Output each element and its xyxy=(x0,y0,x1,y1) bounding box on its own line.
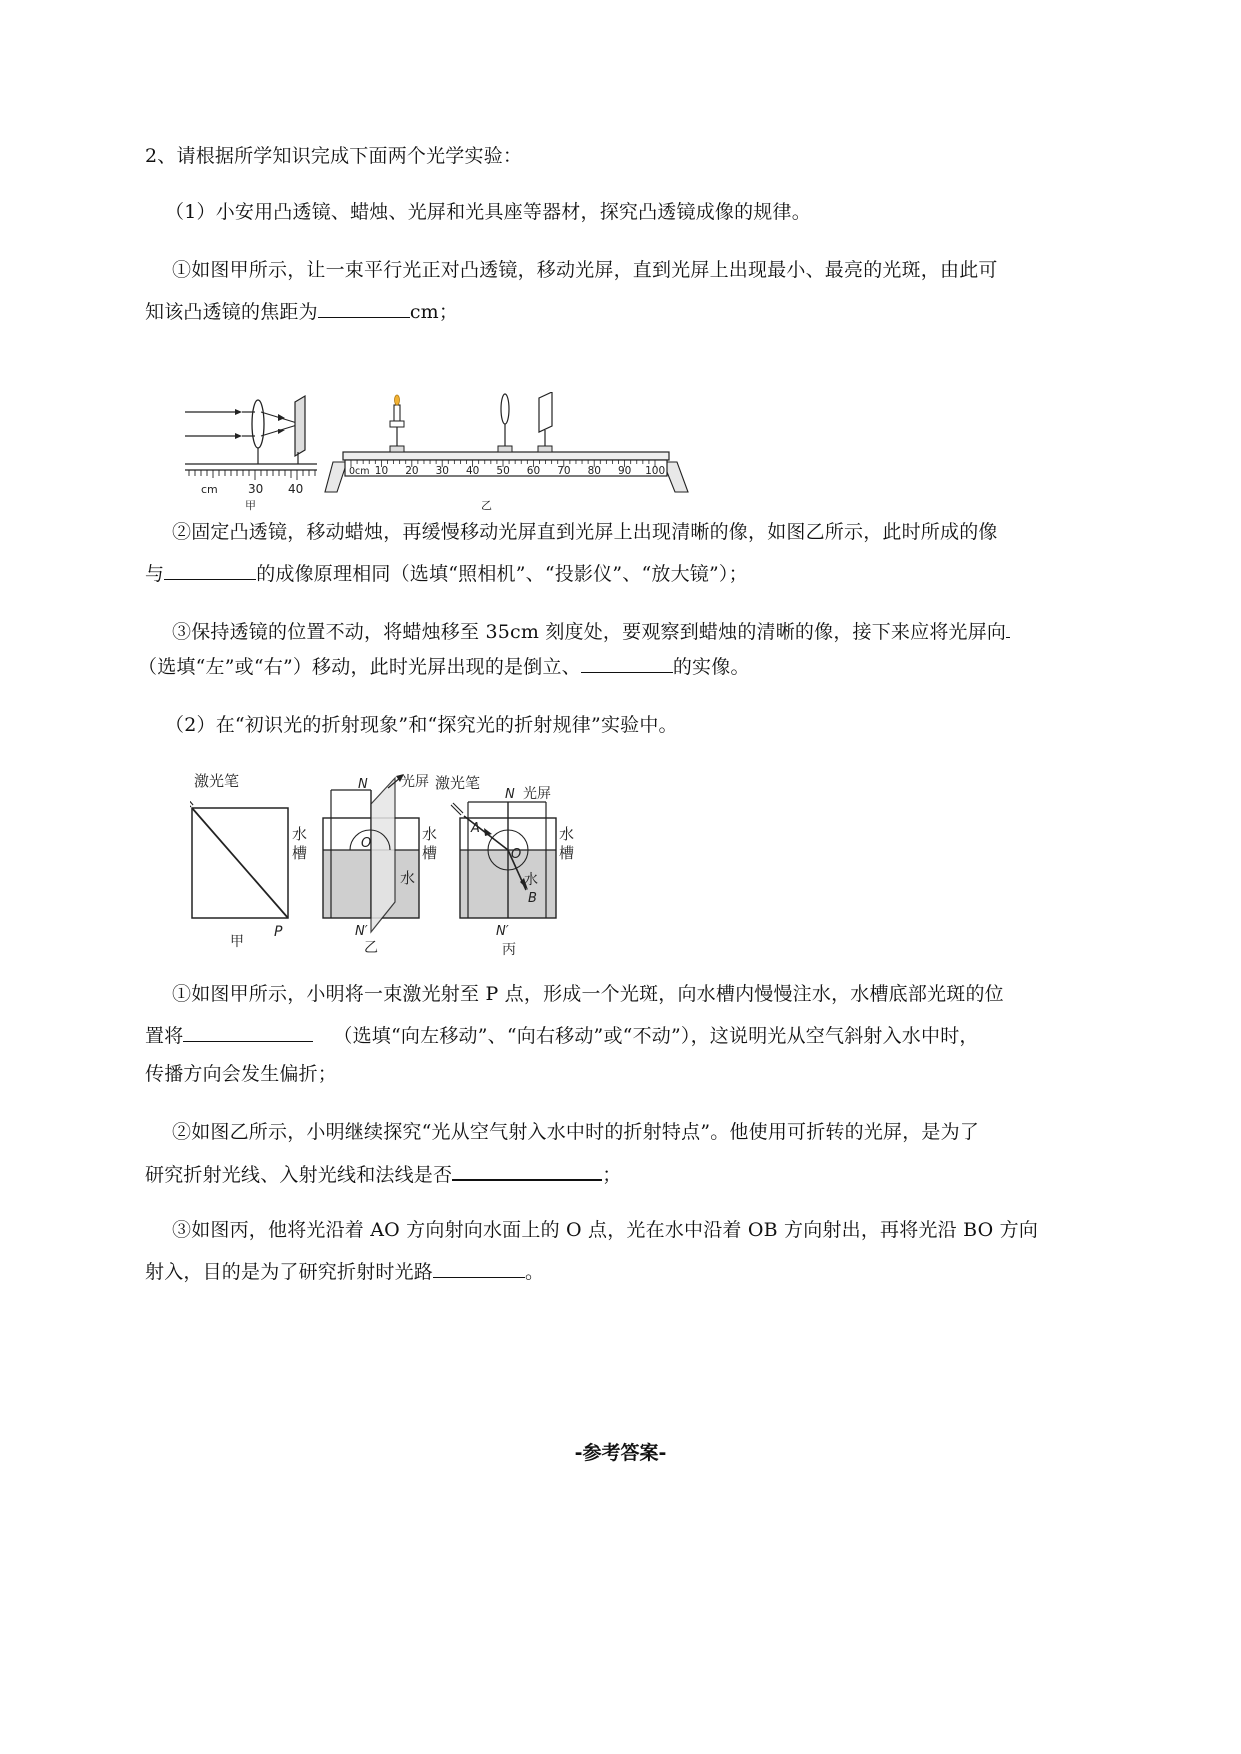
part1-q1-line2 xyxy=(145,297,458,325)
yi-ruler-label: 80 xyxy=(587,465,601,477)
jia-unit-label: cm xyxy=(201,483,218,496)
answer-blank-focal-length[interactable] xyxy=(318,297,410,318)
part1-q1-text-pre: 知该凸透镜的焦距为 xyxy=(145,301,318,323)
figure-yi-optical-bench xyxy=(325,392,688,512)
normal-n-prime-label-bing: N′ xyxy=(496,924,509,939)
part2-q2-text-pre: 研究折射光线、入射光线和法线是否 xyxy=(145,1164,453,1186)
part1-q1-text-post: cm； xyxy=(409,301,459,323)
tank-label-bing-1: 水 xyxy=(559,825,575,843)
normal-n-label-bing: N xyxy=(505,787,515,802)
tank-label-yi-2: 槽 xyxy=(422,844,438,862)
part1-intro: （1）小安用凸透镜、蜡烛、光屏和光具座等器材，探究凸透镜成像的规律。 xyxy=(165,201,811,223)
part2-q2-text-post: ； xyxy=(602,1164,622,1186)
normal-n-label-yi: N xyxy=(358,777,368,792)
part2-q1-line2 xyxy=(145,1021,979,1049)
part2-intro: （2）在“初识光的折射现象”和“探究光的折射规律”实验中。 xyxy=(165,714,678,736)
laser-pen-label-bing: 激光笔 xyxy=(435,774,481,792)
yi-ruler-label: 0cm xyxy=(349,466,370,477)
part2-q1-line3: 传播方向会发生偏折； xyxy=(145,1063,338,1085)
part1-q2-text-pre: 与 xyxy=(145,563,165,585)
part2-q1-text-pre: 置将 xyxy=(145,1025,184,1047)
part1-q3-text-pre: （选填“左”或“右”）移动，此时光屏出现的是倒立、 xyxy=(138,656,581,678)
question-heading: 2、请根据所学知识完成下面两个光学实验： xyxy=(145,145,523,167)
yi-ruler-label: 90 xyxy=(618,465,632,477)
yi-ruler-label: 30 xyxy=(435,465,449,477)
answer-blank-spot-movement[interactable] xyxy=(183,1021,313,1042)
caption-jia: 甲 xyxy=(230,934,244,950)
part2-q3-line2 xyxy=(145,1257,544,1285)
point-b-label: B xyxy=(528,891,537,906)
figure2-jia xyxy=(190,772,307,950)
yi-ruler-label: 50 xyxy=(496,465,510,477)
part2-q3-text-post: 。 xyxy=(525,1261,545,1283)
jia-tick-30: 30 xyxy=(248,482,264,496)
jia-tick-40: 40 xyxy=(288,482,304,496)
yi-ruler-label: 10 xyxy=(374,465,389,477)
point-o-label-bing: O xyxy=(511,847,522,862)
caption-yi: 乙 xyxy=(364,940,378,956)
part1-q2-line1: ②固定凸透镜，移动蜡烛，再缓慢移动光屏直到光屏上出现清晰的像，如图乙所示，此时所成的像 xyxy=(172,521,998,543)
caption-bing: 丙 xyxy=(502,942,516,958)
point-p-label: P xyxy=(274,924,283,940)
answer-blank-imaging-device[interactable] xyxy=(164,559,256,580)
figure-refraction xyxy=(190,772,640,962)
yi-ruler-label: 40 xyxy=(466,465,480,477)
part1-q3-line1 xyxy=(172,617,1010,645)
yi-caption: 乙 xyxy=(481,499,492,512)
yi-ruler-label: 70 xyxy=(557,465,571,477)
water-label-bing: 水 xyxy=(524,872,538,888)
tank-label-bing-2: 槽 xyxy=(559,844,575,862)
water-label-yi: 水 xyxy=(400,869,416,887)
part2-q3-line1: ③如图丙，他将光沿着 AO 方向射向水面上的 O 点，光在水中沿着 OB 方向射出，再将光沿 BO 方向 xyxy=(172,1219,1039,1241)
part2-q1-text-post: （选填“向左移动”、“向右移动”或“不动”），这说明光从空气斜射入水中时， xyxy=(333,1025,979,1047)
point-a-label: A xyxy=(471,821,480,836)
part2-q1-line1: ①如图甲所示，小明将一束激光射至 P 点，形成一个光斑，向水槽内慢慢注水，水槽底部光斑的位 xyxy=(172,983,1004,1005)
screen-label-bing: 光屏 xyxy=(523,786,551,802)
part1-q2-line2 xyxy=(145,559,748,587)
part1-q3-line2 xyxy=(138,652,750,680)
laser-pen-label-jia: 激光笔 xyxy=(194,772,240,790)
part2-q2-line1: ②如图乙所示，小明继续探究“光从空气射入水中时的折射特点”。他使用可折转的光屏，是为了 xyxy=(172,1121,980,1143)
part1-q3-text-post: 的实像。 xyxy=(672,656,750,678)
jia-caption: 甲 xyxy=(245,499,256,512)
figure-jia-lens-setup xyxy=(185,396,317,512)
figure2-bing xyxy=(435,774,574,958)
part1-q1-line1: ①如图甲所示，让一束平行光正对凸透镜，移动光屏，直到光屏上出现最小、最亮的光斑，由此可 xyxy=(172,259,998,281)
answer-blank-coplanar[interactable] xyxy=(452,1159,602,1181)
answer-blank-light-path[interactable] xyxy=(433,1257,525,1278)
screen-label-yi: 光屏 xyxy=(401,774,429,790)
answer-blank-image-size[interactable] xyxy=(581,652,673,673)
tank-label-jia-2: 槽 xyxy=(292,844,308,862)
figure-optical-bench xyxy=(185,392,745,512)
figure2-yi xyxy=(323,773,437,956)
yi-ruler-label: 20 xyxy=(405,465,419,477)
yi-ruler-label: 60 xyxy=(526,465,541,477)
tank-label-jia-1: 水 xyxy=(292,825,308,843)
part1-q3-text: ③保持透镜的位置不动，将蜡烛移至 35cm 刻度处，要观察到蜡烛的清晰的像，接下来应将光屏向 xyxy=(172,621,1007,643)
part2-q3-text-pre: 射入，目的是为了研究折射时光路 xyxy=(145,1261,434,1283)
point-o-label-yi: O xyxy=(361,836,372,851)
yi-ruler-label: 100 xyxy=(645,465,666,477)
part2-q2-line2 xyxy=(145,1159,621,1188)
answer-blank-screen-direction[interactable] xyxy=(1006,617,1010,638)
tank-label-yi-1: 水 xyxy=(422,825,438,843)
normal-n-prime-label-yi: N′ xyxy=(355,924,368,939)
part1-q2-text-post: 的成像原理相同（选填“照相机”、“投影仪”、“放大镜”）； xyxy=(256,563,748,585)
answer-section-title: -参考答案- xyxy=(574,1442,667,1464)
